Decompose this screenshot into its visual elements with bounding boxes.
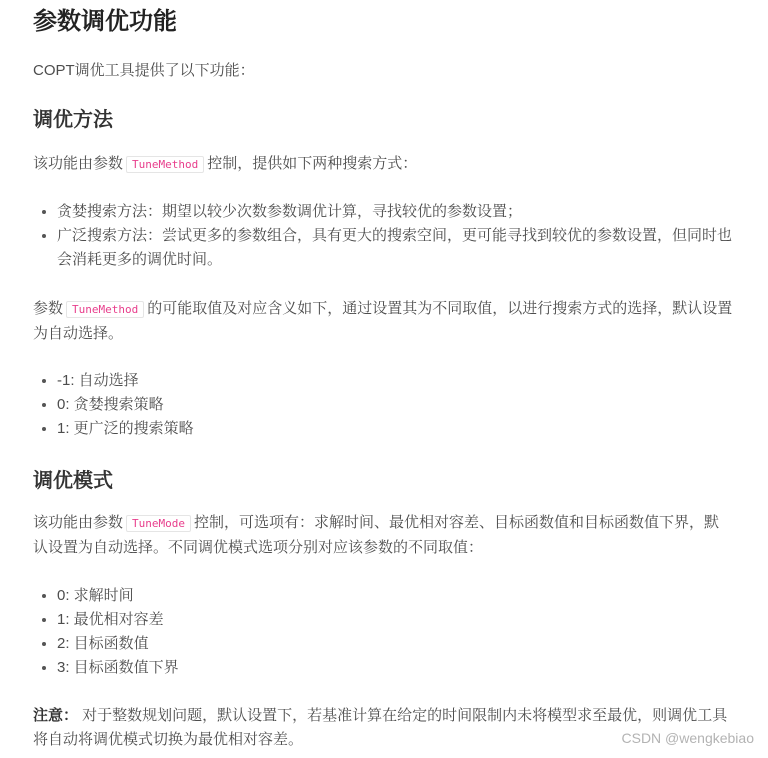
tune-method-paragraph — [33, 152, 733, 177]
text: 的可能取值及对应含义如下，通过设置其为不同取值，以进行搜索方式的选择，默认设置为自动选择。 — [33, 300, 733, 342]
list-item: • -1: 自动选择 — [57, 369, 733, 393]
list-item: • 0: 贪婪搜索策略 — [57, 393, 733, 417]
list-item: • 贪婪搜索方法：期望以较少次数参数调优计算，寻找较优的参数设置； — [57, 200, 733, 224]
note-label: 注意： — [33, 707, 79, 724]
text: 控制，可选项有：求解时间、最优相对容差、目标函数值和目标函数值下界，默认设置为自动选择。不同调优模式选项分别对应该参数的不同取值： — [33, 514, 720, 556]
list-item: • 1: 更广泛的搜索策略 — [57, 417, 733, 441]
section-heading-tune-mode: 调优模式 — [33, 470, 113, 492]
watermark: CSDN @wengkebiao — [621, 730, 754, 746]
note-text: 对于整数规划问题，默认设置下，若基准计算在给定的时间限制内未将模型求至最优，则调优工具将自动将调优模式切换为最优相对容差。 — [33, 707, 728, 748]
list-item: • 3: 目标函数值下界 — [57, 656, 733, 680]
intro-paragraph: COPT调优工具提供了以下功能： — [33, 62, 255, 79]
tune-mode-paragraph — [33, 511, 733, 560]
page-title: 参数调优功能 — [33, 8, 177, 35]
text: 该功能由参数 — [33, 514, 124, 531]
code-tunemethod: TuneMethod — [66, 301, 144, 318]
list-item: • 0: 求解时间 — [57, 584, 733, 608]
list-item: • 2: 目标函数值 — [57, 632, 733, 656]
text: 参数 — [33, 300, 64, 317]
code-tunemode: TuneMode — [126, 515, 191, 532]
section-heading-tune-method: 调优方法 — [33, 109, 113, 131]
list-item: • 1: 最优相对容差 — [57, 608, 733, 632]
text: 控制，提供如下两种搜索方式： — [207, 155, 418, 172]
method-list — [33, 200, 733, 272]
tune-mode-values-list — [33, 584, 733, 680]
text: 该功能由参数 — [33, 155, 124, 172]
tune-method-values-paragraph — [33, 297, 733, 346]
tune-method-values-list — [33, 369, 733, 441]
list-item: • 广泛搜索方法：尝试更多的参数组合，具有更大的搜索空间，更可能寻找到较优的参数设置，但同时也会消耗更多的调优时间。 — [57, 224, 733, 272]
code-tunemethod: TuneMethod — [126, 156, 204, 173]
